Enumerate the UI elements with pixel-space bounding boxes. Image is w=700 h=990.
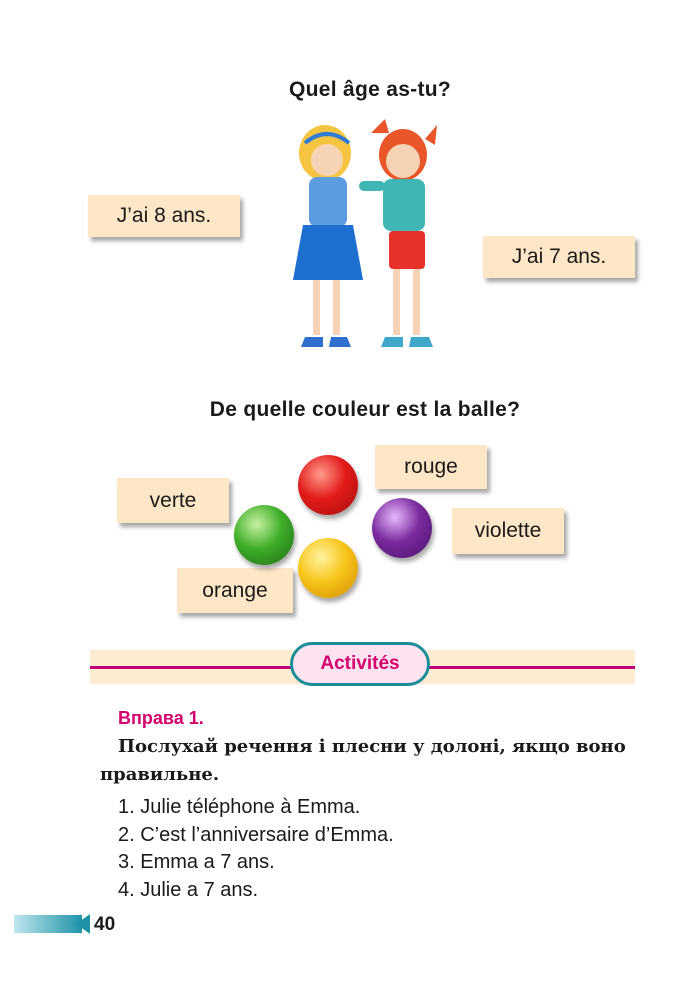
color-tag-violette: violette — [452, 508, 564, 554]
exercise-instruction — [100, 733, 658, 789]
page-marker-bar — [14, 915, 82, 933]
page-arrow-icon — [76, 914, 90, 934]
answer-tag-right: J’ai 7 ans. — [483, 236, 635, 278]
purple-ball — [372, 498, 432, 558]
activities-banner — [90, 650, 635, 684]
list-item: 3. Emma a 7 ans. — [118, 851, 275, 873]
color-tag-rouge: rouge — [375, 445, 487, 489]
color-tag-orange: orange — [177, 568, 293, 613]
activities-title: Activités — [290, 642, 430, 686]
exercise-items — [118, 794, 394, 904]
instruction-line-1: Послухай речення і плесни у долоні, якщо воно — [118, 736, 626, 757]
section-heading-color: De quelle couleur est la balle? — [209, 398, 521, 421]
color-tag-verte: verte — [117, 478, 229, 523]
instruction-line-2: правильне. — [100, 764, 220, 785]
page-number: 40 — [94, 914, 116, 935]
list-item: 2. C’est l’anniversaire d’Emma. — [118, 823, 394, 846]
yellow-ball — [298, 538, 358, 598]
section-heading-age: Quel âge as-tu? — [288, 78, 452, 101]
green-ball — [234, 505, 294, 565]
answer-tag-left: J’ai 8 ans. — [88, 195, 240, 237]
two-girls-illustration — [285, 115, 445, 370]
list-item: 1. Julie téléphone à Emma. — [118, 796, 361, 818]
exercise-label: Вправа 1. — [118, 708, 204, 728]
red-ball — [298, 455, 358, 515]
list-item: 4. Julie a 7 ans. — [118, 878, 259, 901]
